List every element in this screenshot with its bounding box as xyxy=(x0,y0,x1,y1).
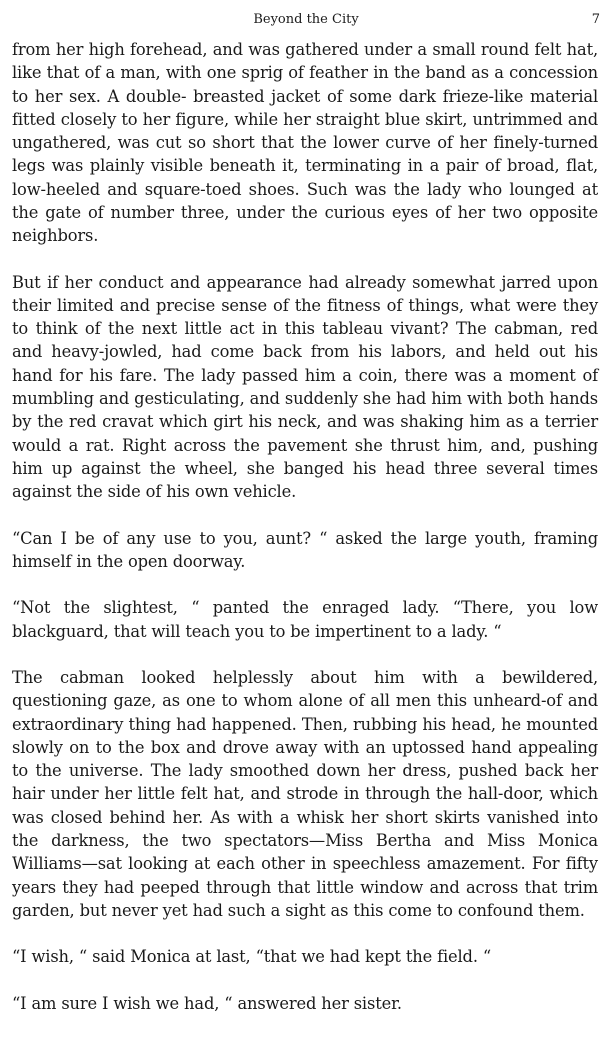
paragraph-5: The cabman looked helplessly about him with a bewildered, questioning gaze, as one to whom alone of all men this unheard-of and extraordinary thing had happened. Then, rubbing his head, he mounted slowly on to the box and drove away with an uptossed hand appealing to the universe. The lady smoothed down her dress, pushed back her hair under her little felt hat, and strode in through the hall-door, which was closed behind her. As with a whisk her short skirts vanished into the darkness, the two spectators—Miss Bertha and Miss Monica Williams—sat looking at each other in speechless amazement. For fifty years they had peeped through that little window and across that trim garden, but never yet had such a sight as this come to confound them. xyxy=(12,668,598,920)
paragraph-6: “I wish, “ said Monica at last, “that we had kept the field. “ xyxy=(12,947,492,967)
paragraph-7: “I am sure I wish we had, “ answered her sister. xyxy=(12,993,402,1013)
paragraph-2: But if her conduct and appearance had already somewhat jarred upon their limited and precise sense of the fitness of things, what were they to think of the next little act in this tableau vivant? The cabman, red and heavy-jowled, had come back from his labors, and held out his hand for his fare. The lady passed him a coin, there was a moment of mumbling and gesticulating, and suddenly she had him with both hands by the red cravat which girt his neck, and was shaking him as a terrier would a rat. Right across the pavement she thrust him, and, pushing him up against the wheel, she banged his head three several times against the side of his own vehicle. xyxy=(12,272,598,502)
running-title: Beyond the City xyxy=(253,12,359,27)
running-header xyxy=(12,10,600,30)
paragraph-1: from her high forehead, and was gathered under a small round felt hat, like that of a man, with one sprig of feather in the band as a concession to her sex. A double- breasted jacket of some dark frieze-like material fitted closely to her figure, while her straight blue skirt, untrimmed and ungathered, was cut so short that the lower curve of her finely-turned legs was plainly visible beneath it, terminating in a pair of broad, flat, low-heeled and square-toed shoes. Such was the lady who lounged at the gate of number three, under the curious eyes of her two opposite neighbors. xyxy=(12,40,598,246)
paragraph-3: “Can I be of any use to you, aunt? “ asked the large youth, framing himself in the open doorway. xyxy=(12,528,598,571)
paragraph-4: “Not the slightest, “ panted the enraged lady. “There, you low blackguard, that will teach you to be impertinent to a lady. “ xyxy=(12,598,598,641)
page-number: 7 xyxy=(591,12,600,27)
body-text xyxy=(12,38,598,1015)
